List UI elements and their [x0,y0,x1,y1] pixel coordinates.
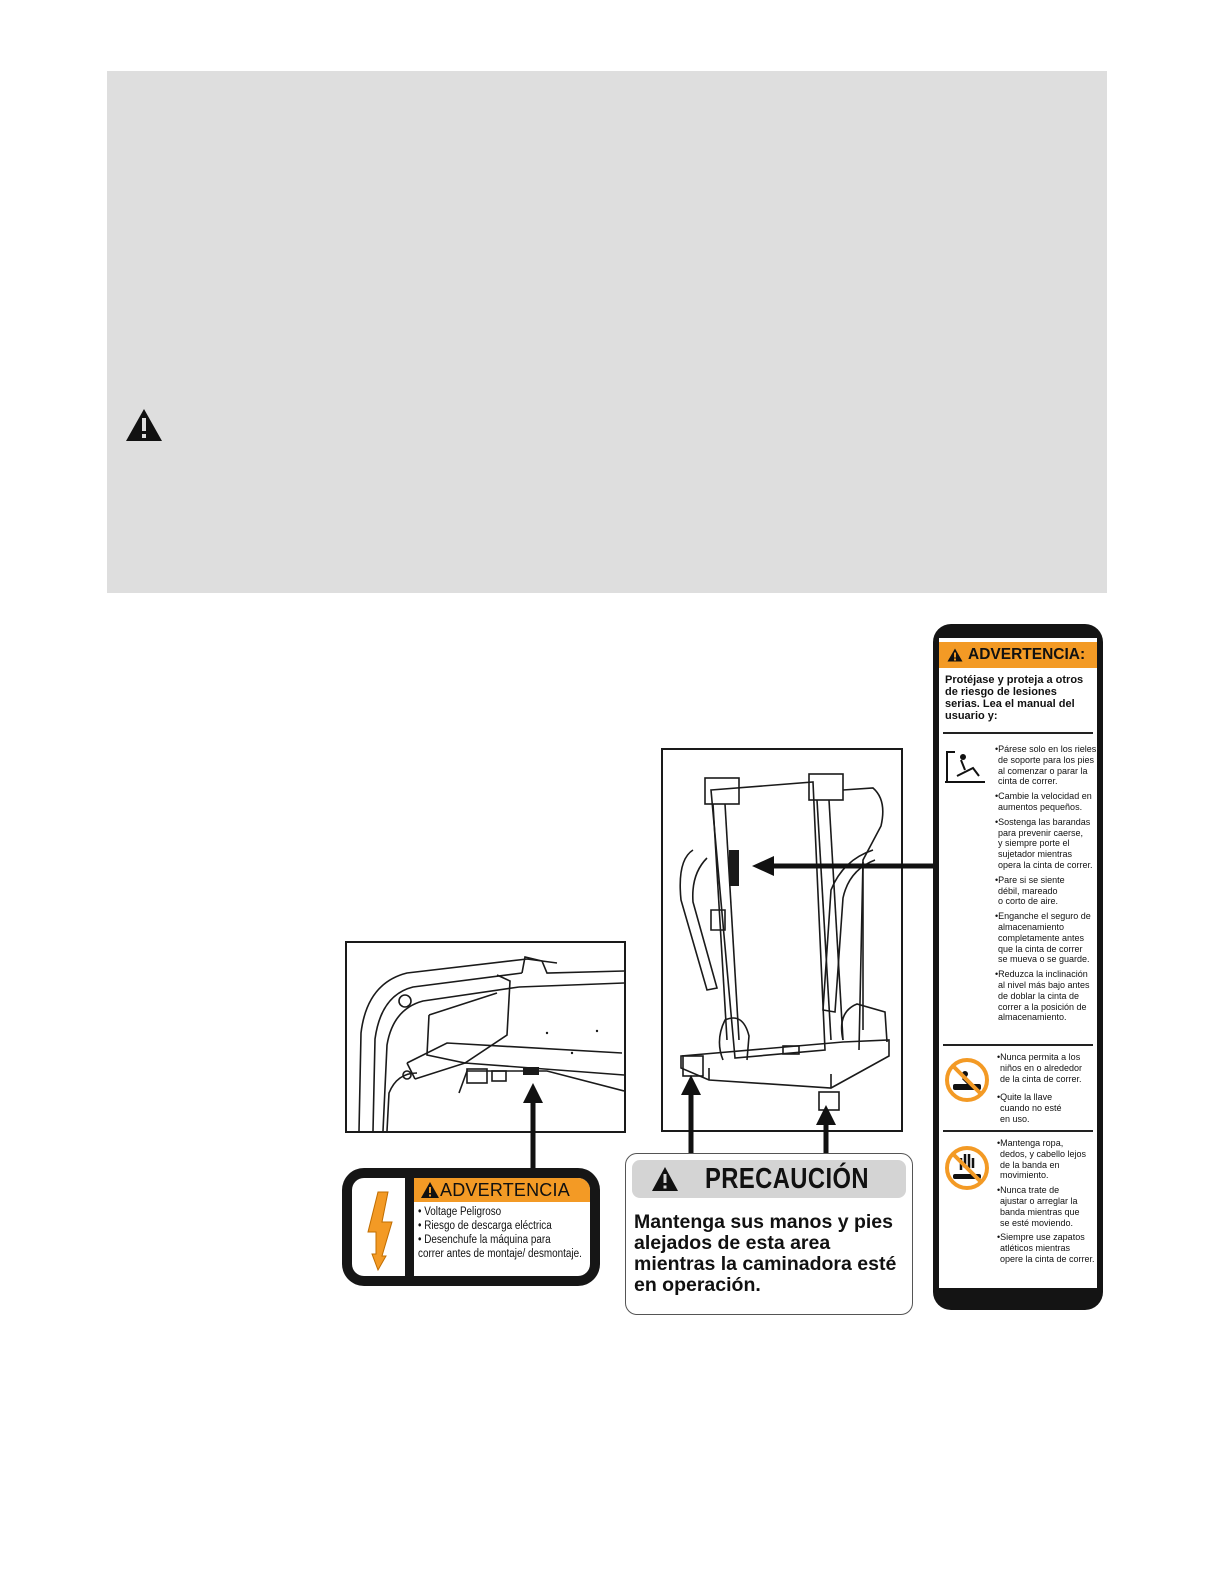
side-bullet-line: •Reduzca la inclinación [995,969,1088,980]
side-bullet-line: completamente antes [998,932,1085,943]
warning-triangle-icon [947,648,963,662]
side-section-3 [997,1138,1097,1269]
side-bullet-line: •Pare si se siente [995,874,1065,885]
side-bullet-line: correr a la posición de [998,1001,1087,1012]
side-bullet-item [995,875,1097,907]
divider [943,1130,1093,1132]
side-bullet-line: niños en o alrededor [1000,1062,1083,1073]
side-bullet-line: de la banda en [1000,1159,1060,1170]
side-section-2 [997,1052,1097,1129]
side-bullet-line: aumentos pequeños. [998,801,1083,812]
side-bullet-line: •Cambie la velocidad en [995,791,1092,802]
side-bullet-line: •Nunca permita a los [997,1052,1081,1062]
side-bullet-line: para prevenir caerse, [998,827,1084,838]
side-bullet-line: •Nunca trate de [997,1185,1060,1196]
side-bullet-line: •Siempre use zapatos [997,1232,1085,1243]
side-warning-title: ADVERTENCIA: [968,646,1086,663]
precaution-text: Mantenga sus manos y pies alejados de esta area mientras la caminadora esté en operación. [634,1211,897,1296]
side-bullet-line: débil, mareado [998,885,1058,896]
side-bullet-line: ajustar o arreglar la [1000,1195,1078,1206]
warning-triangle-icon [420,1181,440,1199]
side-bullet-line: opera la cinta de correr. [998,859,1093,870]
side-bullet-line: cinta de correr. [998,776,1058,787]
divider [943,732,1093,734]
side-bullet-line: al nivel más bajo antes [998,979,1090,990]
side-bullet-line: almacenamiento. [998,1012,1067,1023]
side-bullet-line: sujetador mientras [998,849,1073,860]
side-bullet-line: o corto de aire. [998,896,1059,907]
warning-triangle-icon [651,1166,679,1192]
lightning-bolt-icon [352,1178,405,1276]
precaution-title: PRECAUCIÓN [705,1162,869,1195]
side-bullet-item [997,1092,1097,1124]
side-bullet-line: movimiento. [1000,1170,1049,1181]
side-bullet-line: se esté moviendo. [1000,1217,1074,1228]
side-bullet-item [997,1052,1097,1084]
side-bullet-item [995,791,1097,813]
side-bullet-line: dedos, y cabello lejos [1000,1148,1087,1159]
side-bullet-line: y siempre porte el [998,838,1070,849]
side-bullet-item [995,817,1097,871]
side-bullet-item [995,911,1097,965]
electric-warning-label [342,1168,600,1286]
side-bullet-line: de soporte para los pies [998,754,1095,765]
side-bullet-line: banda mientras que [1000,1206,1080,1217]
side-bullet-line: almacenamiento [998,921,1065,932]
fall-hazard-icon [943,748,989,788]
divider [943,1044,1093,1046]
no-children-icon [945,1058,989,1102]
hand-entrapment-icon [945,1146,989,1190]
side-bullet-line: al comenzar o parar la [998,765,1088,776]
side-bullet-line: •Quite la llave [997,1092,1053,1103]
side-bullet-line: •Enganche el seguro de [995,911,1091,922]
side-bullet-line: •Párese solo en los rieles [995,744,1097,754]
precaution-label [625,1153,913,1315]
side-bullet-line: en uso. [1000,1113,1030,1124]
side-section-1 [995,744,1097,1027]
side-bullet-item [997,1138,1097,1181]
side-warning-intro: Protéjase y proteja a otros de riesgo de lesiones serias. Lea el manual del usuario y: [945,674,1084,722]
lightning-panel [352,1178,405,1276]
side-warning-label [933,624,1103,1310]
side-bullet-line: de doblar la cinta de [998,990,1080,1001]
side-bullet-item [997,1185,1097,1228]
side-bullet-line: que la cinta de correr [998,943,1083,954]
side-bullet-line: cuando no esté [1000,1103,1062,1114]
side-bullet-line: •Sostenga las barandas [995,816,1091,827]
side-bullet-line: opere la cinta de correr. [1000,1253,1095,1264]
side-bullet-line: de la cinta de correr. [1000,1073,1082,1084]
side-bullet-line: se mueva o se guarde. [998,954,1090,965]
electric-warning-text: • Voltage Peligroso • Riesgo de descarga eléctrica • Desenchufe la máquina para correr antes de montaje/ desmontaje. [418,1206,582,1260]
electric-warning-title: ADVERTENCIA [440,1179,570,1200]
side-bullet-item [995,744,1097,787]
side-bullet-item [997,1232,1097,1264]
side-bullet-item [995,969,1097,1023]
side-bullet-line: •Mantenga ropa, [997,1138,1064,1148]
side-bullet-line: atléticos mientras [1000,1243,1071,1254]
